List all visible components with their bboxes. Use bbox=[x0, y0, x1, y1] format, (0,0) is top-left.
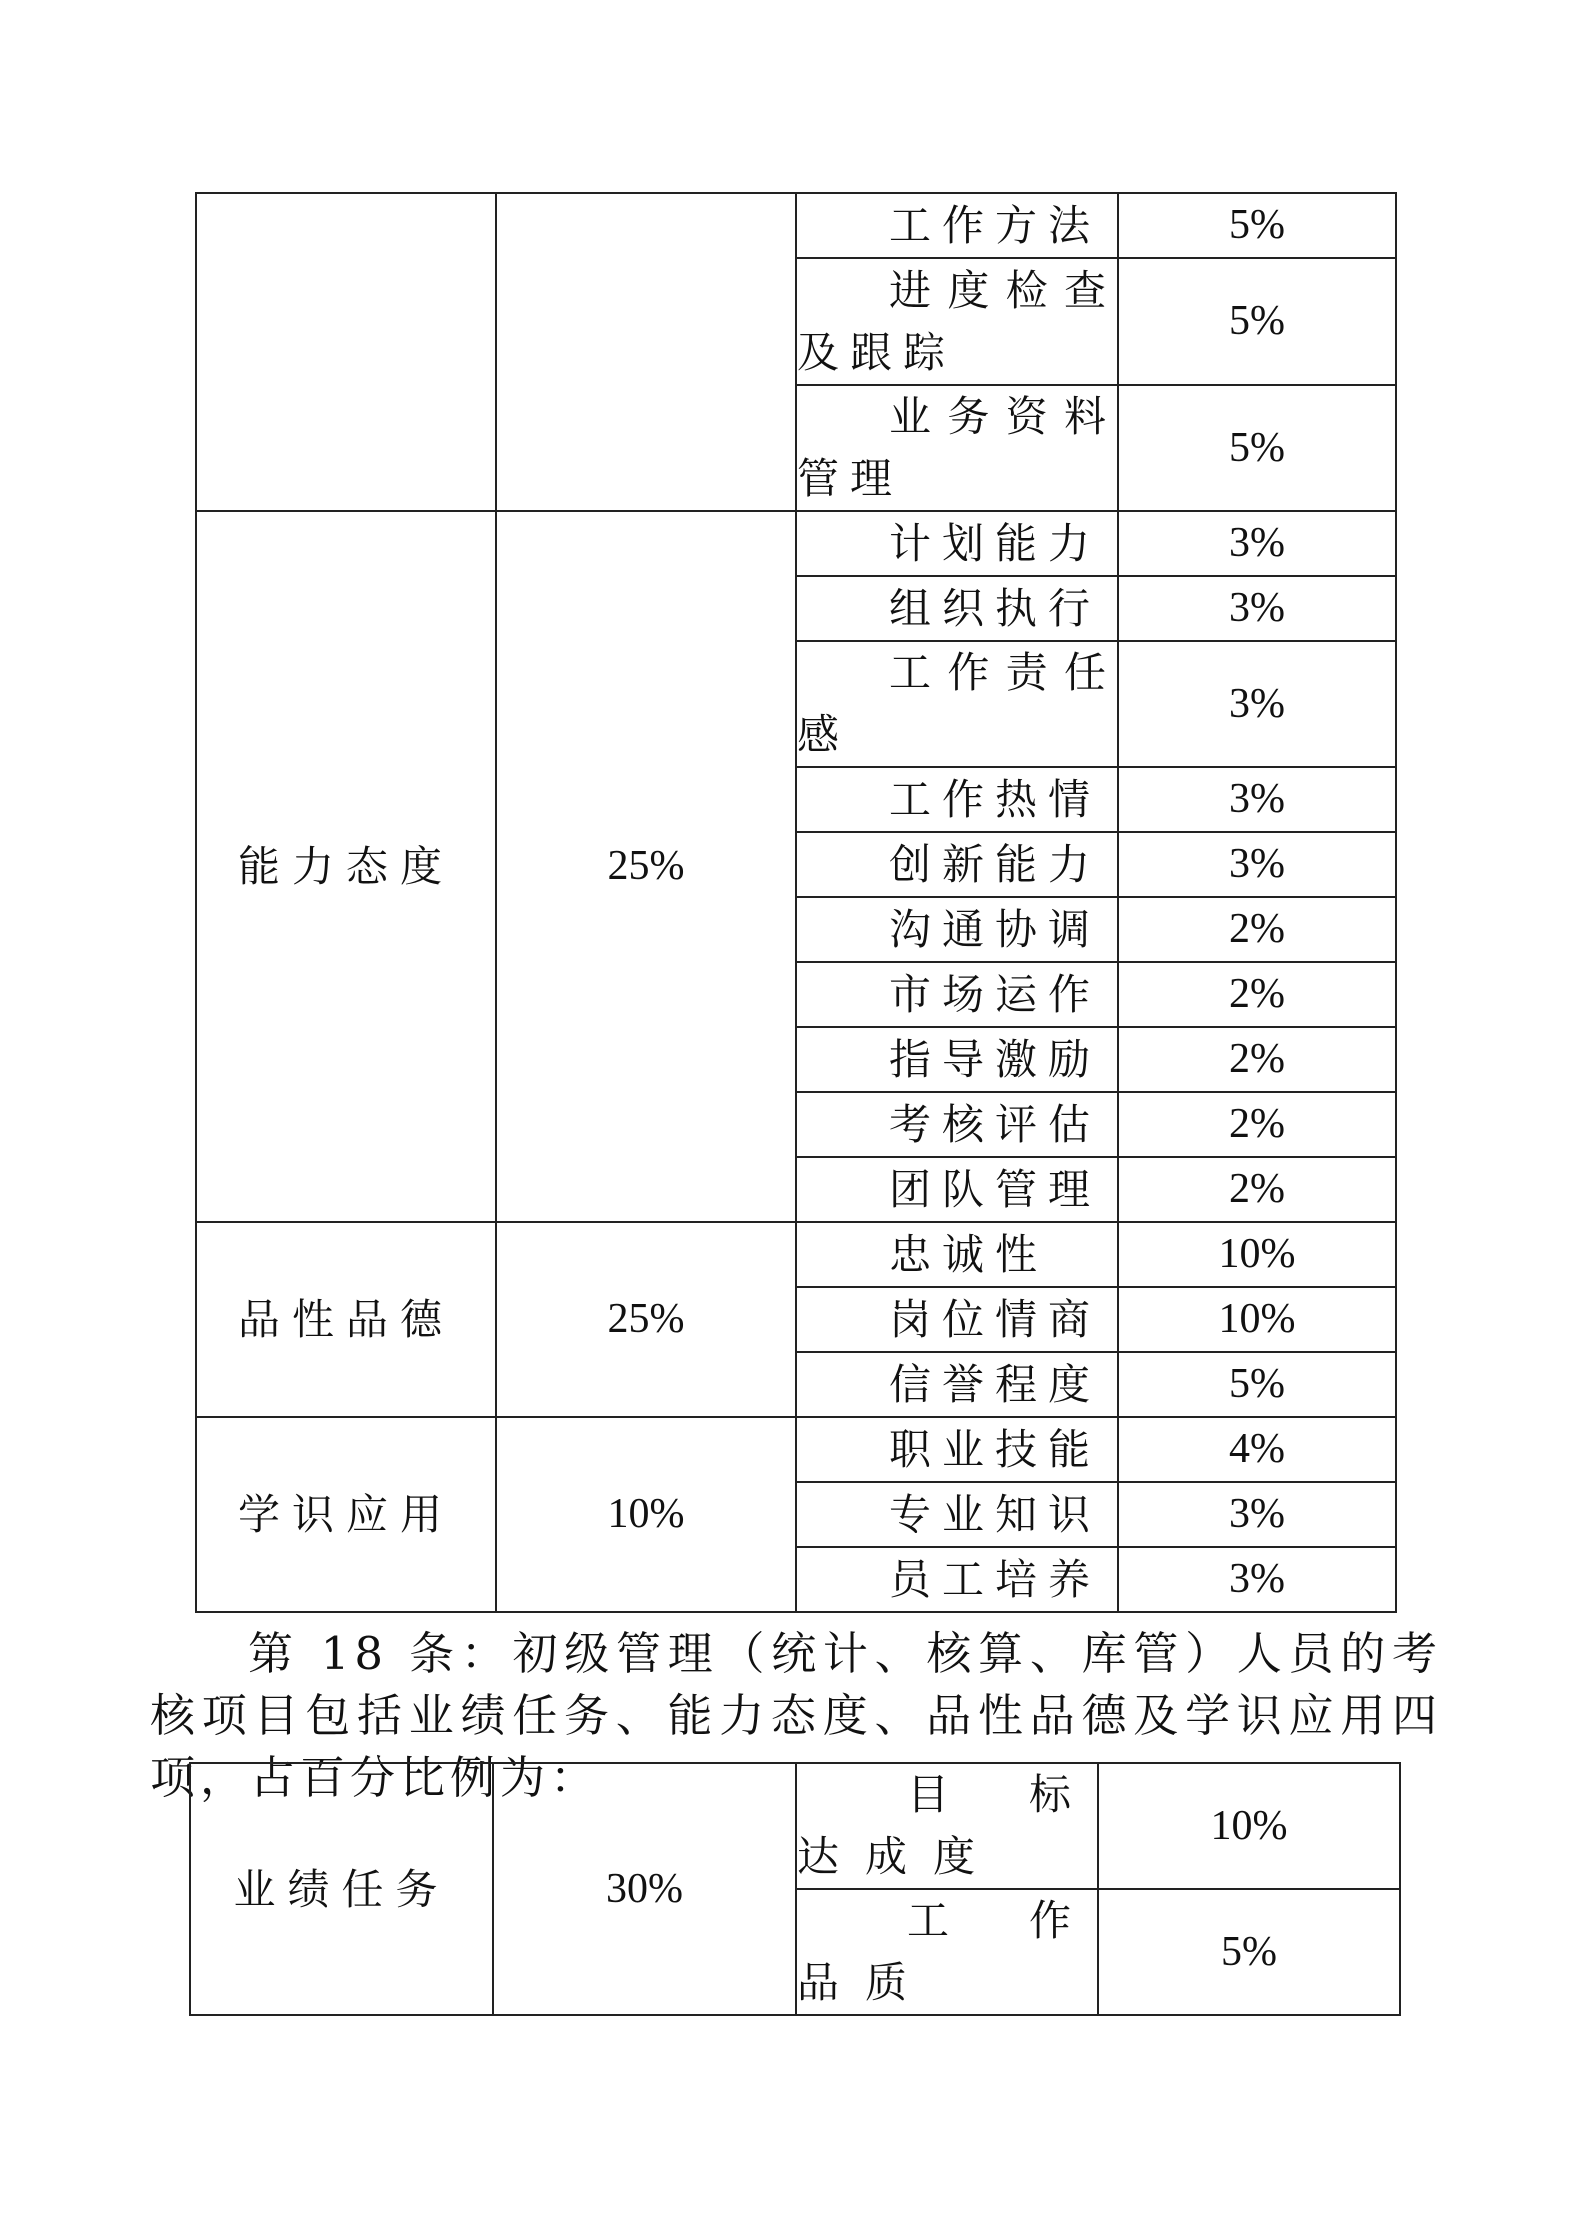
item-name-cell: 职业技能 bbox=[796, 1417, 1118, 1482]
item-name-cell: 组织执行 bbox=[796, 576, 1118, 641]
category-percent-cell: 25% bbox=[496, 1222, 796, 1417]
item-weight-cell: 3% bbox=[1118, 1547, 1396, 1612]
item-weight-cell: 2% bbox=[1118, 1157, 1396, 1222]
item-weight-cell: 3% bbox=[1118, 641, 1396, 767]
item-weight-cell: 5% bbox=[1118, 258, 1396, 385]
item-weight-cell: 2% bbox=[1118, 1092, 1396, 1157]
assessment-table-junior bbox=[189, 1762, 1401, 2016]
item-weight-cell: 5% bbox=[1118, 193, 1396, 258]
item-weight-cell: 10% bbox=[1118, 1287, 1396, 1352]
table-row bbox=[196, 1417, 1396, 1482]
item-weight-cell: 5% bbox=[1118, 1352, 1396, 1417]
item-weight-cell: 2% bbox=[1118, 1027, 1396, 1092]
item-name-cell: 专业知识 bbox=[796, 1482, 1118, 1547]
item-name-cell: 市场运作 bbox=[796, 962, 1118, 1027]
item-name-cell: 考核评估 bbox=[796, 1092, 1118, 1157]
item-name-cell: 忠诚性 bbox=[796, 1222, 1118, 1287]
category-cell: 业绩任务 bbox=[190, 1763, 493, 2015]
item-name-cell: 进度检查及跟踪 bbox=[796, 258, 1118, 385]
item-name-cell: 工作方法 bbox=[796, 193, 1118, 258]
category-percent-cell: 25% bbox=[496, 511, 796, 1222]
item-name-cell: 目标达成度 bbox=[796, 1763, 1098, 1889]
table-row bbox=[196, 511, 1396, 576]
item-weight-cell: 5% bbox=[1118, 385, 1396, 511]
item-name-cell: 工作热情 bbox=[796, 767, 1118, 832]
category-cell: 能力态度 bbox=[196, 511, 496, 1222]
item-name-cell: 工作品质 bbox=[796, 1889, 1098, 2015]
item-name-cell: 信誉程度 bbox=[796, 1352, 1118, 1417]
table-row bbox=[196, 193, 1396, 258]
item-name-cell: 计划能力 bbox=[796, 511, 1118, 576]
item-name-cell: 创新能力 bbox=[796, 832, 1118, 897]
item-weight-cell: 3% bbox=[1118, 1482, 1396, 1547]
percent-cell-empty bbox=[496, 193, 796, 511]
item-weight-cell: 10% bbox=[1118, 1222, 1396, 1287]
item-weight-cell: 3% bbox=[1118, 576, 1396, 641]
item-name-cell: 工作责任感 bbox=[796, 641, 1118, 767]
article-18-paragraph: 第 18 条：初级管理（统计、核算、库管）人员的考核项目包括业绩任务、能力态度、品性品德及学识应用四项，占百分比例为： bbox=[150, 1627, 1442, 1804]
assessment-table-continued bbox=[195, 192, 1397, 1613]
item-weight-cell: 3% bbox=[1118, 832, 1396, 897]
category-cell: 学识应用 bbox=[196, 1417, 496, 1612]
item-weight-cell: 10% bbox=[1098, 1763, 1400, 1889]
item-weight-cell: 2% bbox=[1118, 897, 1396, 962]
item-weight-cell: 3% bbox=[1118, 767, 1396, 832]
item-weight-cell: 4% bbox=[1118, 1417, 1396, 1482]
item-name-cell: 员工培养 bbox=[796, 1547, 1118, 1612]
category-percent-cell: 30% bbox=[493, 1763, 796, 2015]
table-row bbox=[196, 1222, 1396, 1287]
table-row bbox=[190, 1763, 1400, 1889]
item-name-cell: 团队管理 bbox=[796, 1157, 1118, 1222]
item-weight-cell: 2% bbox=[1118, 962, 1396, 1027]
item-name-cell: 岗位情商 bbox=[796, 1287, 1118, 1352]
item-name-cell: 业务资料管理 bbox=[796, 385, 1118, 511]
item-weight-cell: 3% bbox=[1118, 511, 1396, 576]
item-weight-cell: 5% bbox=[1098, 1889, 1400, 2015]
category-cell-empty bbox=[196, 193, 496, 511]
category-percent-cell: 10% bbox=[496, 1417, 796, 1612]
category-cell: 品性品德 bbox=[196, 1222, 496, 1417]
item-name-cell: 沟通协调 bbox=[796, 897, 1118, 962]
item-name-cell: 指导激励 bbox=[796, 1027, 1118, 1092]
